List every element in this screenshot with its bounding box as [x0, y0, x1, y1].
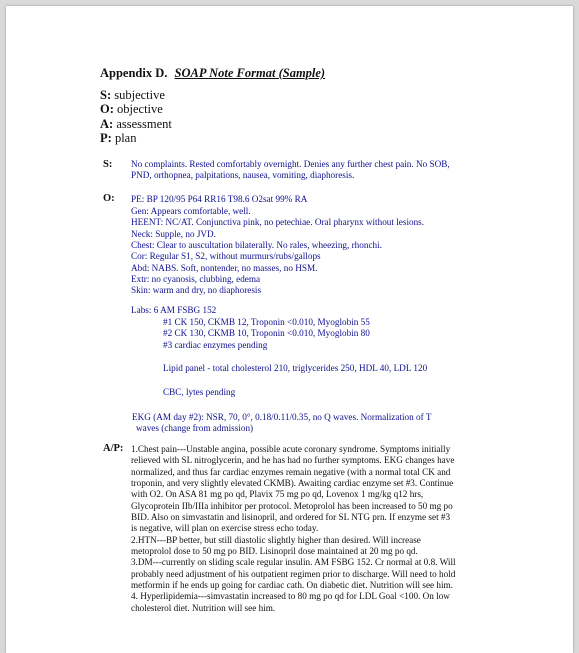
labs-list: #1 CK 150, CKMB 12, Troponin <0.010, Myoglobin 55 #2 CK 130, CKMB 10, Troponin <0.010, Myoglobin 80 #3 cardiac enzymes pending [163, 317, 370, 350]
title-prefix: Appendix D. [100, 66, 168, 80]
title-main: SOAP Note Format (Sample) [174, 66, 326, 80]
soap-legend [100, 88, 172, 146]
legend-item-p: P: plan [100, 131, 137, 146]
objective-label: O: [103, 193, 115, 204]
document-page [6, 6, 573, 653]
legend-item-s: S: subjective [100, 88, 165, 102]
labs-header: Labs: 6 AM FSBG 152 [131, 305, 217, 315]
vitals-line: PE: BP 120/95 P64 RR16 T98.6 O2sat 99% RA [131, 194, 308, 204]
subjective-text: No complaints. Rested comfortably overnight. Denies any further chest pain. No SOB, PND, orthopnea, palpitations, nausea, vomiting, diaphoresis. [131, 159, 450, 181]
assessment-plan-label: A/P: [103, 443, 124, 454]
legend-item-o: O: objective [100, 102, 163, 117]
legend-item-a: A: assessment [100, 116, 172, 131]
assessment-plan-text: 1.Chest pain---Unstable angina, possible acute coronary syndrome. Symptoms initially relieved with SL nitroglycerin, and he has had no further symptoms. EKG changes have normalized, and thus far cardiac enzymes remain negative (with a normal total CK and troponin, and very slightly elevated CKMB). Awaiting cardiac enzyme set #3. Continue with O2. On ASA 81 mg po qd, Plavix 75 mg po qd, Lovenox 1 mg/kg q12 hrs, Glycoprotein IIb/IIIa inhibitor per protocol. Metoprolol has been increased to 50 mg po BID. Also on simvastatin and lisinopril, and ordered for SL NTG prn. If enzyme set #3 is negative, will plan on exercise stress echo today. 2.HTN---BP better, but still diastolic slightly higher than desired. Will increase metoprolol dose to 50 mg po BID. Lisinopril dose maintained at 20 mg po qd. 3.DM---currently on sliding scale regular insulin. AM FSBG 152. Cr normal at 0.8. Will probably need adjustment of his outpatient regimen prior to discharge. Will need to hold metformin if he ends up going for cardiac cath. On diabetic diet. Nutrition will see him. 4. Hyperlipidemia---simvastatin increased to 80 mg po qd for LDL Goal <100. On low cholesterol diet. Nutrition will see him. [131, 444, 456, 613]
subjective-label: S: [103, 159, 113, 170]
physical-exam: Gen: Appears comfortable, well. HEENT: NC/AT. Conjunctiva pink, no petechiae. Oral pharynx without lesions. Neck: Supple, no JVD. Chest: Clear to auscultation bilaterally. No rales, wheezing, rhonchi. Cor: Regular S1, S2, without murmurs/rubs/gallops Abd: NABS. Soft, nontender, no masses, no HSM. Extr: no cyanosis, clubbing, edema Skin: warm and dry, no diaphoresis [131, 206, 425, 296]
lipid-panel: Lipid panel - total cholesterol 210, triglycerides 250, HDL 40, LDL 120 [163, 363, 428, 373]
ekg-text: EKG (AM day #2): NSR, 70, 0°, 0.18/0.11/0.35, no Q waves. Normalization of T waves (change from admission) [132, 412, 432, 434]
document-title [100, 66, 325, 81]
cbc-line: CBC, lytes pending [163, 387, 236, 397]
